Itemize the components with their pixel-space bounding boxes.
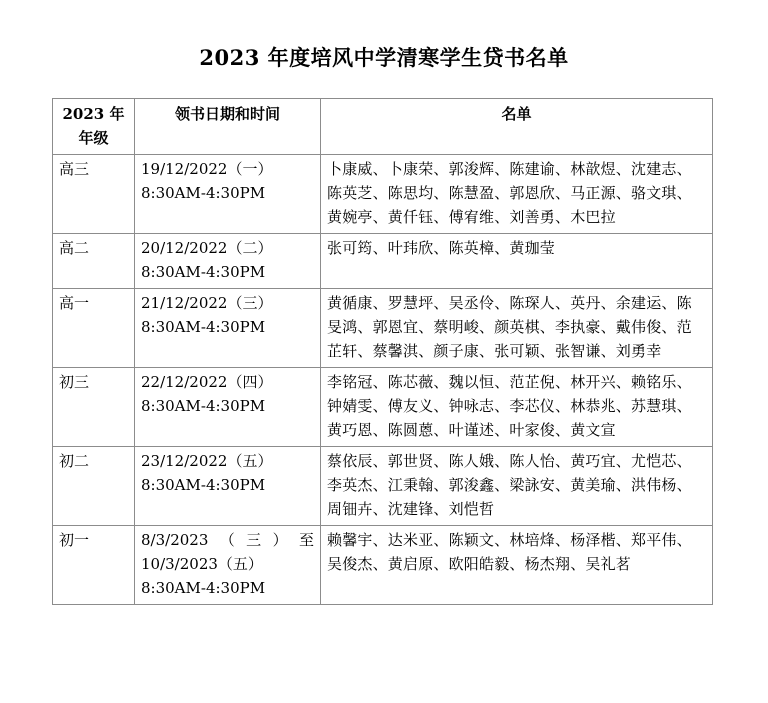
names-cell xyxy=(321,155,713,234)
student-names: 张可筠、叶玮欣、陈英樟、黄珈莹 xyxy=(327,239,556,257)
pickup-date-range-start xyxy=(141,528,314,552)
table-header-row xyxy=(53,99,713,155)
pickup-time: 8:30AM-4:30PM xyxy=(141,184,266,202)
open-paren: （ xyxy=(219,531,235,549)
pickup-date: 19/12/2022（一） xyxy=(141,160,273,178)
date-cell xyxy=(135,155,321,234)
pickup-date-start: 8/3/2023 xyxy=(141,531,209,549)
grade-cell: 初二 xyxy=(53,447,135,526)
pickup-time: 8:30AM-4:30PM xyxy=(141,476,266,494)
date-cell xyxy=(135,368,321,447)
names-cell xyxy=(321,447,713,526)
student-names: 赖馨宇、达米亚、陈颖文、林培烽、杨泽楷、郑平伟、吴俊杰、黄启原、欧阳皓毅、杨杰翔、吴礼茗 xyxy=(327,531,692,573)
table-row xyxy=(53,447,713,526)
range-connector: 至 xyxy=(298,531,314,549)
table-row xyxy=(53,234,713,289)
grade-cell: 初三 xyxy=(53,368,135,447)
names-cell xyxy=(321,234,713,289)
date-cell xyxy=(135,289,321,368)
pickup-time: 8:30AM-4:30PM xyxy=(141,263,266,281)
table-row xyxy=(53,526,713,605)
names-cell xyxy=(321,526,713,605)
table-row xyxy=(53,155,713,234)
date-cell xyxy=(135,234,321,289)
pickup-time: 8:30AM-4:30PM xyxy=(141,579,266,597)
date-cell xyxy=(135,447,321,526)
pickup-date: 21/12/2022（三） xyxy=(141,294,273,312)
date-cell xyxy=(135,526,321,605)
header-names: 名单 xyxy=(321,99,713,155)
header-grade-line2: 年级 xyxy=(78,129,109,147)
names-cell xyxy=(321,289,713,368)
table-row xyxy=(53,289,713,368)
student-names: 卜康威、卜康荣、郭浚辉、陈建谕、林歆煜、沈建志、陈英芝、陈思均、陈慧盈、郭恩欣、马正源、骆文琪、黄婉亭、黄仟钰、傅宥维、刘善勇、木巴拉 xyxy=(327,160,692,226)
student-names: 黄循康、罗慧坪、吴丞伶、陈琛人、英丹、余建运、陈旻鸿、郭恩宜、蔡明峻、颜英棋、李执豪、戴伟俊、范芷轩、蔡馨淇、颜子康、张可颖、张智谦、刘勇幸 xyxy=(327,294,692,360)
grade-cell: 初一 xyxy=(53,526,135,605)
grade-cell: 高一 xyxy=(53,289,135,368)
header-date: 领书日期和时间 xyxy=(135,99,321,155)
book-loan-table xyxy=(52,98,713,605)
pickup-date-end: 10/3/2023（五） xyxy=(141,555,263,573)
pickup-time: 8:30AM-4:30PM xyxy=(141,397,266,415)
document-title: 2023 年度培风中学清寒学生贷书名单 xyxy=(199,45,569,70)
grade-cell: 高二 xyxy=(53,234,135,289)
header-grade-line1: 2023 年 xyxy=(62,105,125,123)
pickup-date: 20/12/2022（二） xyxy=(141,239,273,257)
grade-cell: 高三 xyxy=(53,155,135,234)
pickup-date: 23/12/2022（五） xyxy=(141,452,273,470)
pickup-date: 22/12/2022（四） xyxy=(141,373,273,391)
student-names: 蔡依辰、郭世贤、陈人娥、陈人怡、黄巧宜、尤恺芯、李英杰、江秉翰、郭浚鑫、梁詠安、黄美瑜、洪伟杨、周钿卉、沈建锋、刘恺哲 xyxy=(327,452,692,518)
weekday: 三 xyxy=(246,531,262,549)
close-paren: ） xyxy=(272,531,288,549)
names-cell xyxy=(321,368,713,447)
pickup-time: 8:30AM-4:30PM xyxy=(141,318,266,336)
table-row xyxy=(53,368,713,447)
header-grade xyxy=(53,99,135,155)
student-names: 李铭冠、陈芯薇、魏以恒、范芷倪、林开兴、赖铭乐、钟婧雯、傅友义、钟咏志、李芯仪、林恭兆、苏慧琪、黄巧恩、陈圆蒽、叶谨述、叶家俊、黄文宣 xyxy=(327,373,692,439)
